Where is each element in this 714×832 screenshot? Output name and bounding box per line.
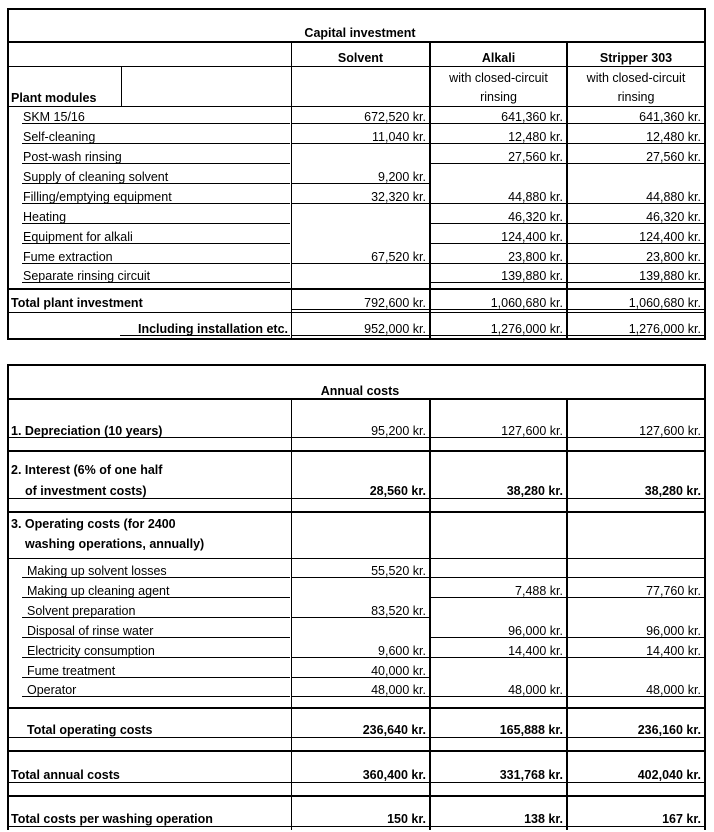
section-label-plant-modules: Plant modules (11, 91, 97, 105)
divider (568, 657, 704, 658)
divider (292, 335, 429, 336)
divider (22, 577, 290, 578)
cell-solvent: 83,520 kr. (371, 604, 426, 618)
divider (7, 312, 706, 313)
divider (22, 617, 290, 618)
divider (292, 657, 429, 658)
divider (292, 143, 429, 144)
divider (431, 309, 566, 310)
cell-solvent: 28,560 kr. (369, 484, 426, 498)
cell-solvent: 95,200 kr. (371, 424, 426, 438)
cell-stripper: 48,000 kr. (646, 683, 701, 697)
divider (7, 511, 706, 513)
divider (568, 282, 704, 283)
cell-alkali: 331,768 kr. (499, 768, 563, 782)
divider (22, 696, 290, 697)
cell-stripper: 12,480 kr. (646, 130, 701, 144)
row-label: Fume treatment (27, 664, 116, 678)
divider (7, 437, 706, 438)
cell-stripper: 27,560 kr. (646, 150, 701, 164)
row-label: Post-wash rinsing (23, 150, 122, 164)
operating-costs-heading-line2: washing operations, annually) (25, 537, 205, 551)
cell-stripper: 77,760 kr. (646, 584, 701, 598)
divider (22, 163, 290, 164)
cell-solvent: 55,520 kr. (371, 564, 426, 578)
cell-alkali: 7,488 kr. (515, 584, 563, 598)
divider (22, 282, 290, 283)
cell-alkali: 48,000 kr. (508, 683, 563, 697)
row-label: Making up solvent losses (27, 564, 167, 578)
table-border (704, 364, 706, 830)
divider (22, 657, 290, 658)
cell-solvent: 40,000 kr. (371, 664, 426, 678)
divider (568, 223, 704, 224)
interest-label-line1: 2. Interest (6% of one half (11, 463, 163, 477)
divider (292, 677, 429, 678)
divider (431, 143, 566, 144)
divider (7, 707, 706, 709)
divider (292, 696, 429, 697)
operating-costs-heading-line1: 3. Operating costs (for 2400 (11, 517, 176, 531)
divider (7, 398, 706, 400)
divider (568, 203, 704, 204)
divider (7, 795, 706, 797)
cell-solvent: 67,520 kr. (371, 250, 426, 264)
cell-alkali: 1,060,680 kr. (490, 296, 563, 310)
divider (431, 637, 566, 638)
column-header-alkali: Alkali (481, 51, 516, 65)
per-wash-label: Total costs per washing operation (11, 812, 213, 826)
divider (431, 335, 566, 336)
row-label: SKM 15/16 (23, 110, 85, 124)
cell-alkali: 138 kr. (524, 812, 563, 826)
stripper-subtitle-line1: with closed-circuit (586, 71, 686, 85)
divider (568, 163, 704, 164)
divider (568, 143, 704, 144)
cell-solvent: 32,320 kr. (371, 190, 426, 204)
divider (22, 203, 290, 204)
divider (431, 597, 566, 598)
divider (7, 782, 706, 783)
row-label: Disposal of rinse water (27, 624, 154, 638)
cell-solvent: 150 kr. (387, 812, 426, 826)
cell-stripper: 402,040 kr. (637, 768, 701, 782)
table-border (7, 8, 706, 10)
column-divider (291, 41, 292, 338)
cell-alkali: 38,280 kr. (506, 484, 563, 498)
table-border (7, 338, 706, 340)
column-divider (566, 398, 568, 830)
alkali-subtitle-line1: with closed-circuit (449, 71, 548, 85)
row-label: Equipment for alkali (23, 230, 133, 244)
total-plant-investment-label: Total plant investment (11, 296, 143, 310)
cell-alkali: 127,600 kr. (501, 424, 563, 438)
divider (7, 737, 706, 738)
table-border (7, 364, 706, 366)
cell-alkali: 139,880 kr. (501, 269, 563, 283)
cell-alkali: 96,000 kr. (508, 624, 563, 638)
divider (292, 309, 429, 310)
divider (7, 106, 706, 107)
divider (431, 282, 566, 283)
divider (431, 163, 566, 164)
column-divider (566, 41, 568, 338)
divider (7, 826, 706, 827)
divider (22, 143, 290, 144)
divider (568, 123, 704, 124)
cell-solvent: 360,400 kr. (362, 768, 426, 782)
cell-alkali: 44,880 kr. (508, 190, 563, 204)
cell-stripper: 1,276,000 kr. (628, 322, 701, 336)
cell-stripper: 1,060,680 kr. (628, 296, 701, 310)
divider (431, 223, 566, 224)
cell-solvent: 236,640 kr. (362, 723, 426, 737)
cell-alkali: 12,480 kr. (508, 130, 563, 144)
divider (431, 243, 566, 244)
divider (568, 309, 704, 310)
capital-title: Capital investment (304, 26, 416, 40)
row-label: Self-cleaning (23, 130, 96, 144)
annual-title: Annual costs (320, 384, 400, 398)
cell-stripper: 127,600 kr. (639, 424, 701, 438)
divider (7, 558, 706, 559)
divider (7, 41, 706, 43)
cell-stripper: 124,400 kr. (639, 230, 701, 244)
divider (292, 183, 429, 184)
divider (22, 123, 290, 124)
divider (292, 617, 429, 618)
depreciation-label: 1. Depreciation (10 years) (11, 424, 163, 438)
cell-stripper: 96,000 kr. (646, 624, 701, 638)
including-installation-label: Including installation etc. (137, 322, 288, 336)
cell-alkali: 165,888 kr. (499, 723, 563, 737)
column-divider (291, 398, 292, 830)
column-divider (429, 41, 431, 338)
divider (568, 243, 704, 244)
divider (431, 263, 566, 264)
row-label: Operator (27, 683, 77, 697)
row-label: Supply of cleaning solvent (23, 170, 169, 184)
cell-alkali: 27,560 kr. (508, 150, 563, 164)
cell-stripper: 167 kr. (662, 812, 701, 826)
divider (431, 203, 566, 204)
cell-alkali: 124,400 kr. (501, 230, 563, 244)
row-label: Filling/emptying equipment (23, 190, 172, 204)
divider (568, 335, 704, 336)
row-label: Heating (23, 210, 67, 224)
divider (7, 288, 706, 290)
divider (22, 183, 290, 184)
row-label: Electricity consumption (27, 644, 155, 658)
cell-alkali: 1,276,000 kr. (490, 322, 563, 336)
row-label: Solvent preparation (27, 604, 136, 618)
divider (568, 637, 704, 638)
divider (22, 263, 290, 264)
cell-stripper: 14,400 kr. (646, 644, 701, 658)
cell-solvent: 11,040 kr. (372, 130, 426, 144)
divider (431, 657, 566, 658)
cell-solvent: 48,000 kr. (371, 683, 426, 697)
divider (292, 577, 429, 578)
column-divider (429, 398, 431, 830)
column-header-solvent: Solvent (337, 51, 384, 65)
divider (431, 696, 566, 697)
divider (22, 223, 290, 224)
cell-solvent: 672,520 kr. (364, 110, 426, 124)
cell-solvent: 792,600 kr. (364, 296, 426, 310)
total-operating-label: Total operating costs (27, 723, 153, 737)
divider (292, 203, 429, 204)
divider (7, 66, 706, 67)
column-header-stripper: Stripper 303 (599, 51, 673, 65)
divider (431, 123, 566, 124)
divider (431, 577, 566, 578)
divider (568, 597, 704, 598)
divider (22, 677, 290, 678)
divider (292, 123, 429, 124)
alkali-subtitle-line2: rinsing (480, 90, 517, 104)
row-label: Separate rinsing circuit (23, 269, 151, 283)
cell-stripper: 23,800 kr. (646, 250, 701, 264)
cell-solvent: 9,200 kr. (378, 170, 426, 184)
divider (7, 750, 706, 752)
interest-label-line2: of investment costs) (25, 484, 147, 498)
cell-stripper: 139,880 kr. (639, 269, 701, 283)
divider (22, 597, 290, 598)
divider (7, 450, 706, 452)
divider (22, 637, 290, 638)
cell-stripper: 236,160 kr. (637, 723, 701, 737)
cell-alkali: 641,360 kr. (501, 110, 563, 124)
cell-solvent: 9,600 kr. (378, 644, 426, 658)
divider (292, 263, 429, 264)
cell-alkali: 46,320 kr. (508, 210, 563, 224)
table-border (7, 364, 9, 830)
cell-alkali: 14,400 kr. (508, 644, 563, 658)
divider (568, 263, 704, 264)
cell-stripper: 46,320 kr. (646, 210, 701, 224)
divider (568, 696, 704, 697)
cell-solvent: 952,000 kr. (364, 322, 426, 336)
divider (120, 335, 290, 336)
cell-stripper: 44,880 kr. (646, 190, 701, 204)
cell-stripper: 38,280 kr. (644, 484, 701, 498)
divider (7, 498, 706, 499)
cell-alkali: 23,800 kr. (508, 250, 563, 264)
stripper-subtitle-line2: rinsing (617, 90, 655, 104)
cell-stripper: 641,360 kr. (639, 110, 701, 124)
divider (568, 577, 704, 578)
total-annual-label: Total annual costs (11, 768, 120, 782)
row-label: Fume extraction (23, 250, 113, 264)
divider (22, 243, 290, 244)
row-label: Making up cleaning agent (27, 584, 170, 598)
column-divider (121, 66, 122, 106)
